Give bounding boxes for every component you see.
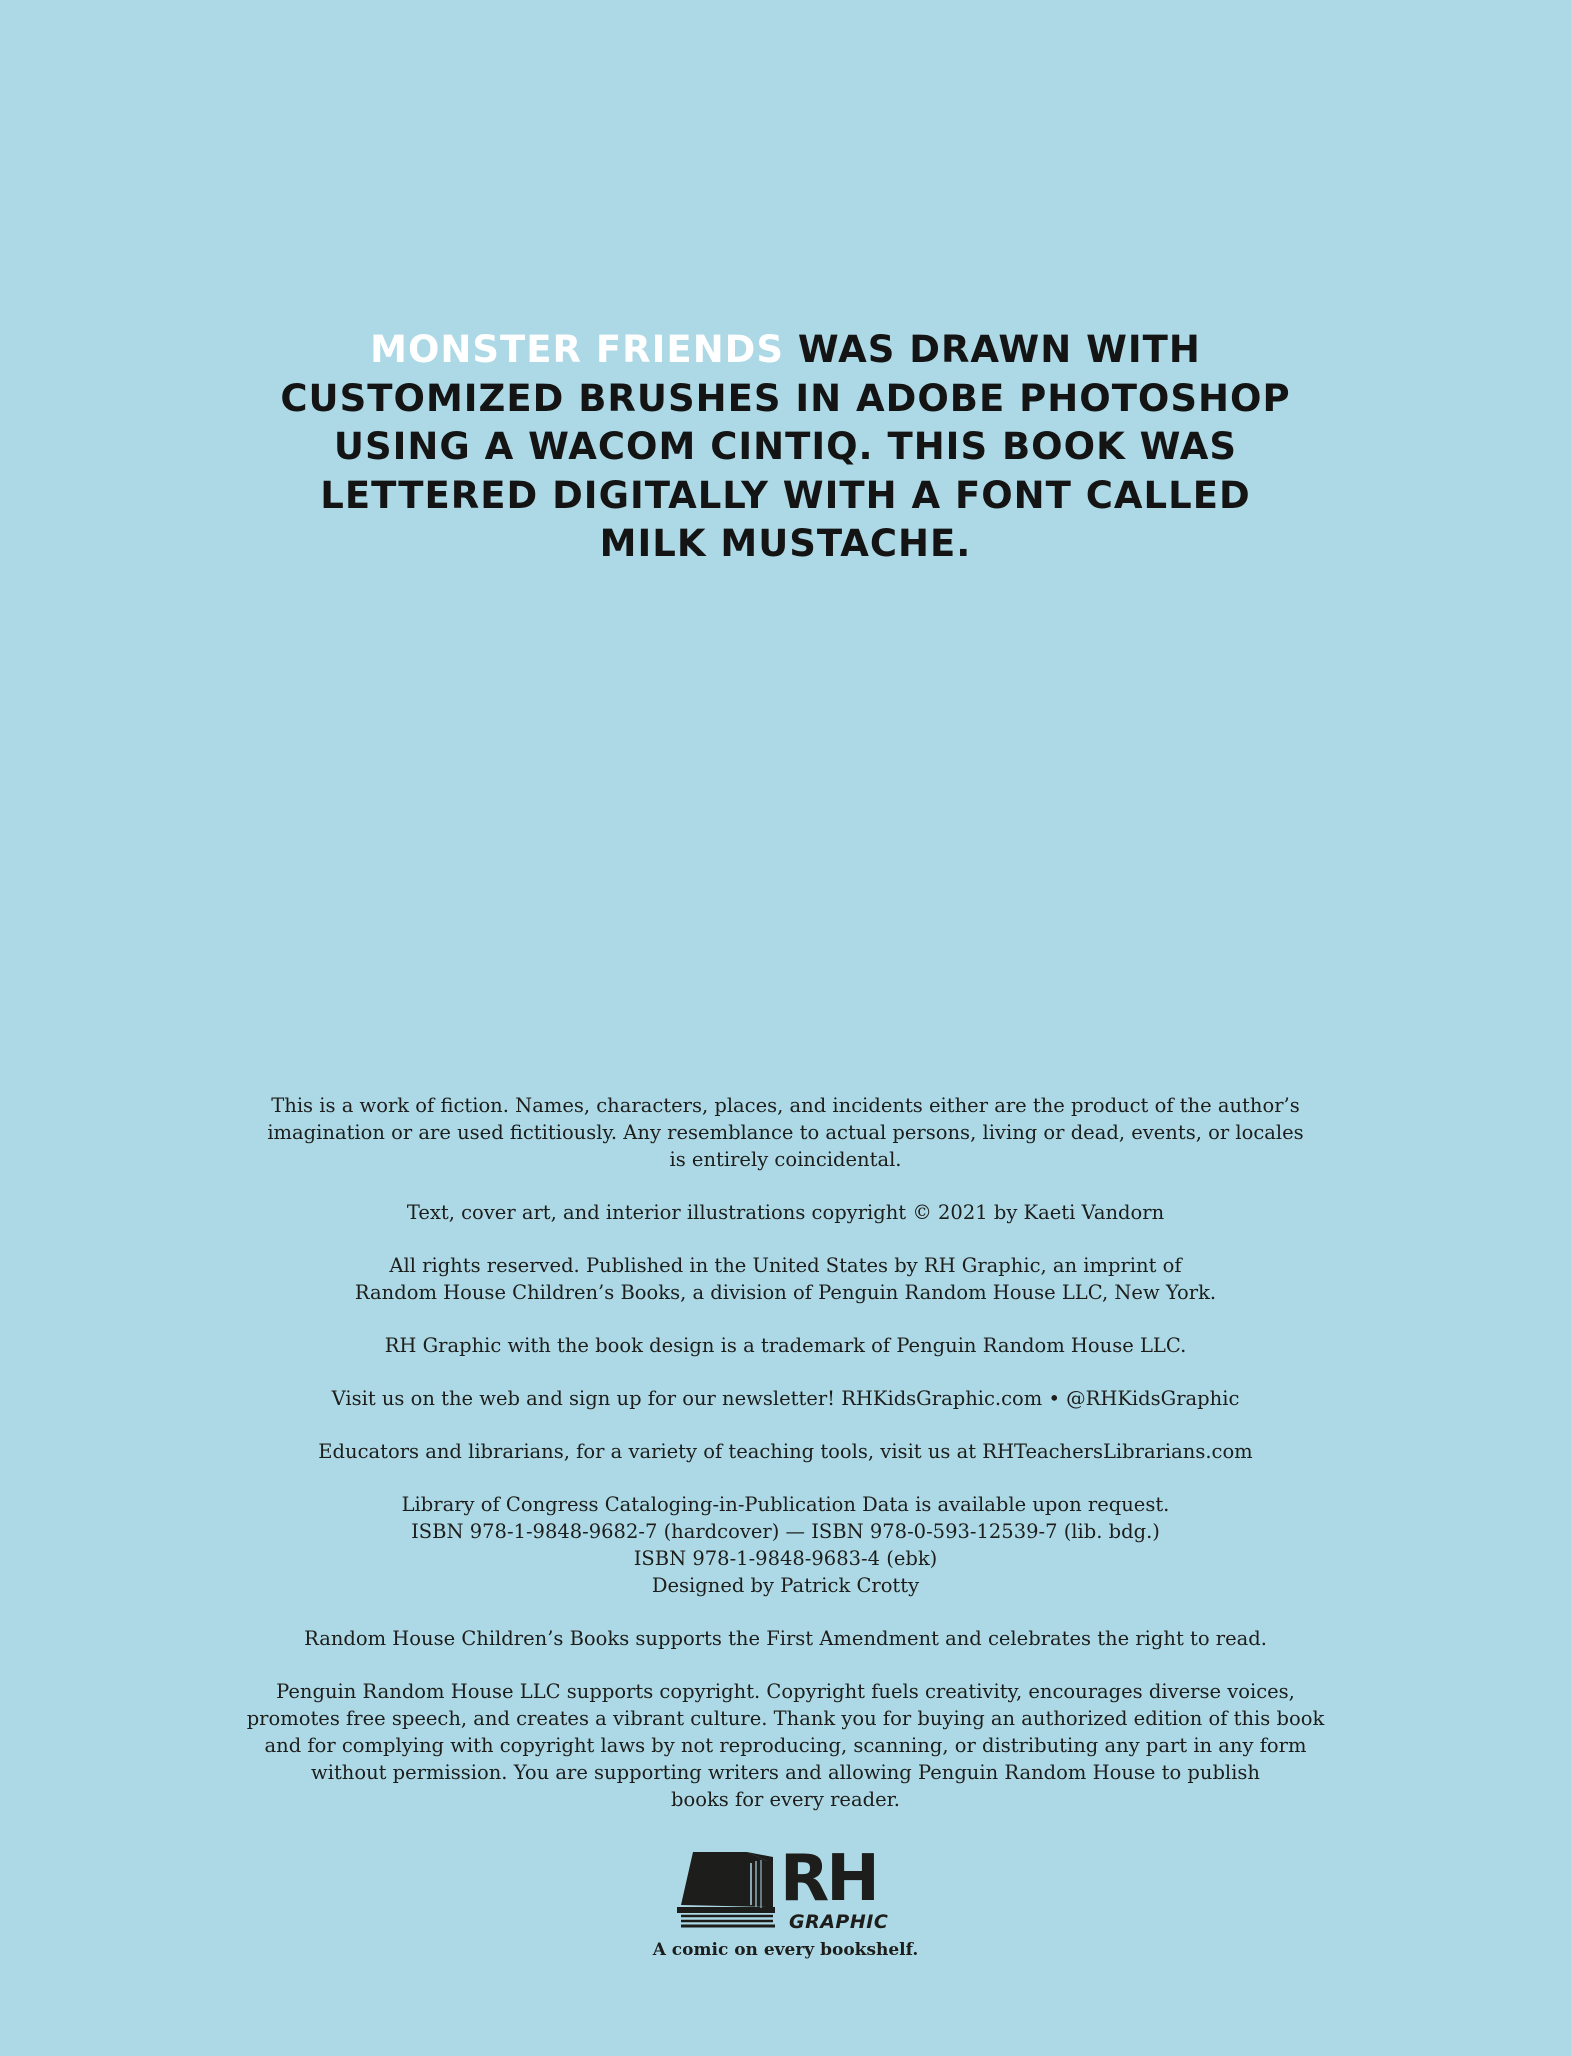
first-amendment-line: Random House Children’s Books supports the First Amendment and celebrates the right to read. bbox=[304, 1627, 1267, 1650]
website-link: RHKidsGraphic.com • @RHKidsGraphic bbox=[841, 1387, 1240, 1410]
tagline: A comic on every bookshelf. bbox=[652, 1940, 919, 1960]
colophon-line-1 bbox=[0, 326, 1571, 375]
rights-line: Random House Children’s Books, a division of Penguin Random House LLC, New York. bbox=[354, 1281, 1217, 1304]
rights-line: All rights reserved. Published in the United States by RH Graphic, an imprint of bbox=[389, 1254, 1182, 1277]
fiction-notice-line: This is a work of fiction. Names, characters, places, and incidents either are the product of the author’s bbox=[271, 1094, 1300, 1117]
fiction-notice-line: imagination or are used fictitiously. Any resemblance to actual persons, living or dead, events, or locales bbox=[267, 1121, 1304, 1144]
visit-text: Visit us on the web and sign up for our newsletter! bbox=[331, 1387, 842, 1410]
copyright-support-notice bbox=[0, 1678, 1571, 1813]
logo-rh-text: RH bbox=[780, 1845, 877, 1916]
support-line: without permission. You are supporting writers and allowing Penguin Random House to publish bbox=[311, 1761, 1260, 1784]
isbn-line: ISBN 978-1-9848-9682-7 (hardcover) — ISBN 978-0-593-12539-7 (lib. bdg.) bbox=[411, 1520, 1160, 1543]
colophon-line-2: CUSTOMIZED BRUSHES IN ADOBE PHOTOSHOP bbox=[280, 376, 1291, 420]
cip-notice bbox=[0, 1491, 1571, 1599]
designer-line: Designed by Patrick Crotty bbox=[651, 1574, 920, 1597]
trademark-line: RH Graphic with the book design is a trademark of Penguin Random House LLC. bbox=[384, 1334, 1187, 1357]
support-line: promotes free speech, and creates a vibrant culture. Thank you for buying an authorized edition of this book bbox=[246, 1707, 1325, 1730]
fiction-notice-line: is entirely coincidental. bbox=[669, 1148, 902, 1171]
support-line: Penguin Random House LLC supports copyright. Copyright fuels creativity, encourages diverse voices, bbox=[276, 1680, 1295, 1703]
educators-line bbox=[0, 1438, 1571, 1465]
logo-graphic-text: GRAPHIC bbox=[789, 1911, 889, 1933]
educators-text: Educators and librarians, for a variety of teaching tools, visit us at bbox=[318, 1440, 983, 1463]
copyright-line: Text, cover art, and interior illustrations copyright © 2021 by Kaeti Vandorn bbox=[406, 1201, 1165, 1224]
cip-line: Library of Congress Cataloging-in-Publication Data is available upon request. bbox=[401, 1493, 1170, 1516]
colophon-block bbox=[0, 326, 1571, 569]
copyright-notice bbox=[0, 1199, 1571, 1226]
book-title: MONSTER FRIENDS bbox=[370, 328, 785, 371]
colophon-line-4: LETTERED DIGITALLY WITH A FONT CALLED bbox=[320, 473, 1251, 517]
rights-notice bbox=[0, 1252, 1571, 1306]
support-line: books for every reader. bbox=[671, 1788, 900, 1811]
trademark-notice bbox=[0, 1332, 1571, 1359]
educators-notice bbox=[0, 1438, 1571, 1465]
book-icon bbox=[677, 1852, 775, 1926]
rh-graphic-logo bbox=[675, 1845, 900, 1935]
colophon-line-5: MILK MUSTACHE. bbox=[599, 522, 972, 565]
first-amendment-notice bbox=[0, 1625, 1571, 1652]
isbn-line: ISBN 978-1-9848-9683-4 (ebk) bbox=[633, 1547, 938, 1570]
copyright-page-text bbox=[0, 1092, 1571, 1839]
educators-link: RHTeachersLibrarians.com bbox=[982, 1440, 1253, 1463]
support-line: and for complying with copyright laws by not reproducing, scanning, or distributing any part in any form bbox=[264, 1734, 1307, 1757]
visit-notice bbox=[0, 1385, 1571, 1412]
colophon-line-1-rest: WAS DRAWN WITH bbox=[784, 328, 1201, 371]
colophon-line-3: USING A WACOM CINTIQ. THIS BOOK WAS bbox=[333, 425, 1238, 468]
visit-line bbox=[0, 1385, 1571, 1412]
fiction-notice bbox=[0, 1092, 1571, 1173]
